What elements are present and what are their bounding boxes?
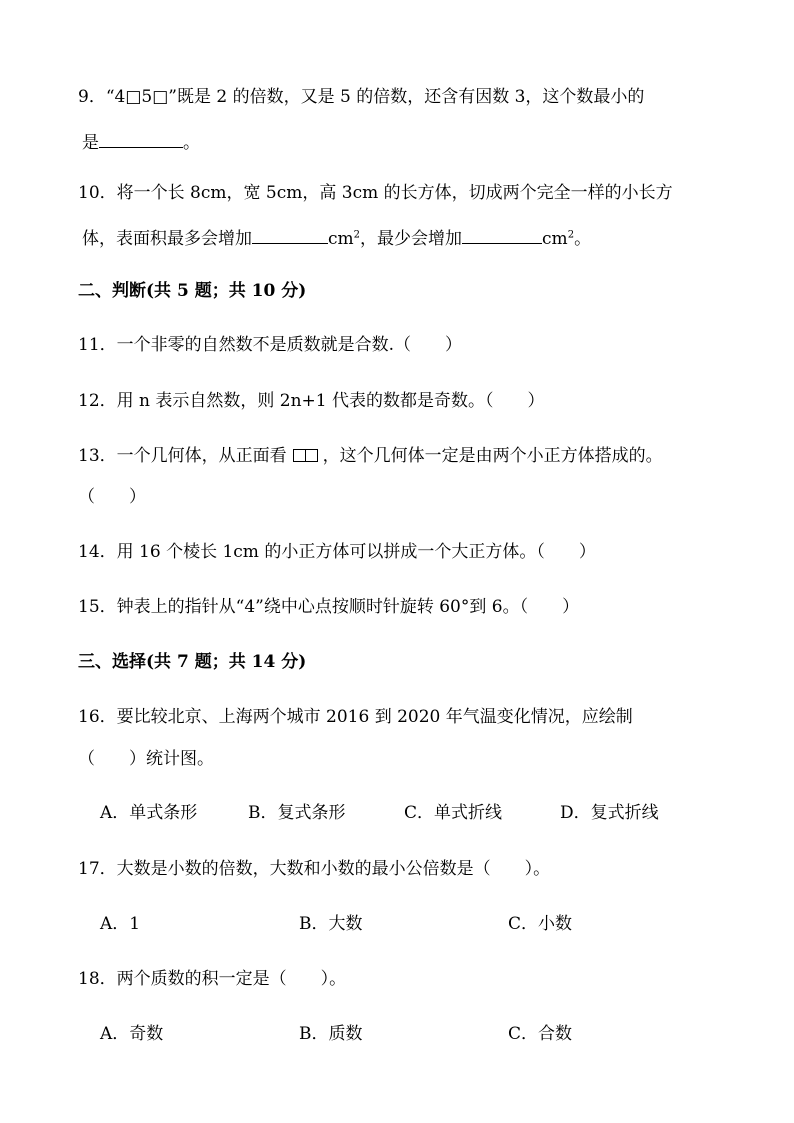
section-title-choice: 三、选择(共 7 题；共 14 分) xyxy=(78,652,307,672)
q16-option-b[interactable]: B．复式条形 xyxy=(248,803,346,823)
question-9-prefix: 是 xyxy=(82,133,99,153)
q16-option-c[interactable]: C．单式折线 xyxy=(404,803,503,823)
two-cubes-front-view-icon xyxy=(293,449,319,462)
question-10-line2 xyxy=(82,226,591,250)
unit-cm: cm xyxy=(328,229,354,249)
question-15: 15．钟表上的指针从“4”绕中心点按顺时针旋转 60°到 6。（ ） xyxy=(78,597,580,617)
question-9-line1: 9．“4□5□”既是 2 的倍数，又是 5 的倍数，还含有因数 3，这个数最小的 xyxy=(78,87,645,107)
q18-option-b[interactable]: B．质数 xyxy=(299,1024,363,1044)
answer-blank-10-min[interactable] xyxy=(462,226,542,244)
question-10-end: 。 xyxy=(574,229,592,249)
question-9-suffix: 。 xyxy=(183,133,200,153)
answer-blank-9[interactable] xyxy=(99,130,183,148)
question-13-line1 xyxy=(78,445,663,467)
question-11: 11．一个非零的自然数不是质数就是合数.（ ） xyxy=(78,335,463,355)
answer-blank-10-max[interactable] xyxy=(252,226,328,244)
unit-superscript: 2 xyxy=(567,229,575,241)
q17-option-b[interactable]: B．大数 xyxy=(299,914,363,934)
question-13-line2: （ ） xyxy=(78,487,146,507)
question-14: 14．用 16 个棱长 1cm 的小正方体可以拼成一个大正方体。（ ） xyxy=(78,542,596,562)
q17-option-c[interactable]: C．小数 xyxy=(508,914,573,934)
question-17: 17．大数是小数的倍数，大数和小数的最小公倍数是（ ）。 xyxy=(78,859,551,879)
q16-option-d[interactable]: D．复式折线 xyxy=(560,803,659,823)
question-10-text-a: 体，表面积最多会增加 xyxy=(82,229,252,249)
question-13-text-post: ，这个几何体一定是由两个小正方体搭成的。 xyxy=(322,446,663,466)
q18-option-c[interactable]: C．合数 xyxy=(508,1024,573,1044)
section-title-judgment: 二、判断(共 5 题；共 10 分) xyxy=(78,281,307,301)
question-16-line2: （ ）统计图。 xyxy=(78,749,214,769)
unit-cm: cm xyxy=(542,229,568,249)
q17-option-a[interactable]: A．1 xyxy=(100,914,141,934)
question-18: 18．两个质数的积一定是（ ）。 xyxy=(78,969,347,989)
unit-superscript: 2 xyxy=(353,229,361,241)
question-16-line1: 16．要比较北京、上海两个城市 2016 到 2020 年气温变化情况，应绘制 xyxy=(78,707,633,727)
question-10-text-b: ，最少会增加 xyxy=(360,229,463,249)
q16-option-a[interactable]: A．单式条形 xyxy=(100,803,198,823)
question-12: 12．用 n 表示自然数，则 2n+1 代表的数都是奇数。（ ） xyxy=(78,391,545,411)
question-9-line2 xyxy=(82,130,200,154)
question-13-text-pre: 13．一个几何体，从正面看 xyxy=(78,446,287,466)
question-10-line1: 10．将一个长 8cm，宽 5cm，高 3cm 的长方体，切成两个完全一样的小长方 xyxy=(78,183,673,203)
q18-option-a[interactable]: A．奇数 xyxy=(100,1024,164,1044)
